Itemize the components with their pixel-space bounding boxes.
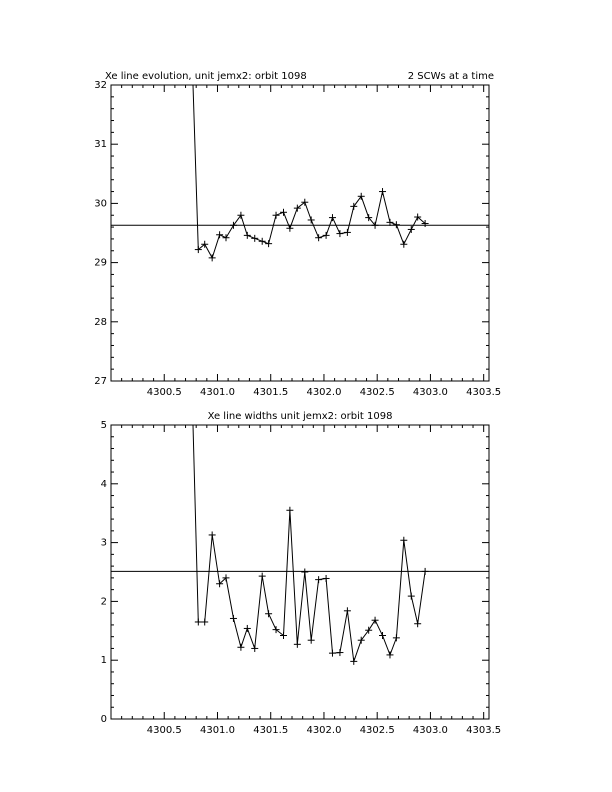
data-point-marker [408,593,415,600]
y-tick-label: 4 [100,478,107,490]
widths-panel [101,411,502,736]
evolution-ticks [111,85,489,381]
data-point-marker [323,575,330,582]
data-point-marker [286,225,293,232]
y-tick-label: 32 [94,80,107,91]
x-tick-label: 4302.0 [306,387,342,398]
data-point-marker [209,254,216,261]
x-tick-label: 4301.5 [253,725,289,736]
data-point-marker [344,229,351,236]
x-tick-label: 4300.5 [146,725,182,736]
data-point-marker [259,238,266,245]
data-point-marker [273,212,280,219]
evolution-tick-labels [94,80,501,398]
data-point-marker [230,615,237,622]
x-tick-label: 4301.5 [253,387,289,398]
data-point-marker [286,507,293,514]
data-point-marker [344,607,351,614]
data-point-marker [251,235,258,242]
data-point-marker [237,212,244,219]
data-point-marker [308,637,315,644]
data-point-marker [358,637,365,644]
y-tick-label: 1 [100,655,107,667]
evolution-series-line [193,85,425,258]
data-point-marker [265,240,272,247]
widths-markers [195,507,429,665]
data-point-marker [386,219,393,226]
x-tick-label: 4301.0 [199,387,235,398]
y-tick-label: 0 [100,714,107,725]
y-tick-label: 2 [100,596,107,608]
evolution-panel [94,71,501,398]
data-point-marker [251,645,258,652]
data-point-marker [329,650,336,657]
data-point-marker [422,568,429,575]
widths-plot-frame [111,425,489,719]
x-tick-label: 4302.0 [306,725,342,736]
x-tick-label: 4302.5 [359,387,395,398]
data-point-marker [315,234,322,241]
data-point-marker [201,618,208,625]
x-tick-label: 4300.5 [146,387,182,398]
data-point-marker [372,617,379,624]
y-tick-label: 27 [94,376,107,387]
y-tick-label: 3 [100,537,107,549]
y-tick-label: 29 [94,257,107,269]
data-point-marker [336,649,343,656]
widths-series-line [193,425,425,661]
data-point-marker [265,610,272,617]
evolution-title: Xe line evolution, unit jemx2: orbit 1098 [105,71,307,82]
widths-ticks [111,425,489,719]
data-point-marker [216,231,223,238]
x-tick-label: 4303.0 [412,725,448,736]
data-point-marker [259,573,266,580]
data-point-marker [408,226,415,233]
evolution-markers [195,188,429,261]
data-point-marker [244,232,251,239]
data-point-marker [301,569,308,576]
x-tick-label: 4303.5 [466,387,502,398]
data-point-marker [222,234,229,241]
data-point-marker [358,193,365,200]
data-point-marker [379,188,386,195]
data-point-marker [237,644,244,651]
data-point-marker [315,576,322,583]
evolution-plot-frame [111,85,489,381]
data-point-marker [195,618,202,625]
widths-title: Xe line widths unit jemx2: orbit 1098 [207,411,393,422]
data-point-marker [294,641,301,648]
data-point-marker [323,232,330,239]
data-point-marker [400,537,407,544]
evolution-annotation: 2 SCWs at a time [407,71,494,82]
y-tick-label: 5 [100,420,107,431]
data-point-marker [386,651,393,658]
widths-tick-labels [101,420,502,736]
data-point-marker [350,658,357,665]
y-tick-label: 30 [94,198,107,210]
data-point-marker [379,632,386,639]
x-tick-label: 4303.5 [466,725,502,736]
y-tick-label: 31 [94,139,107,151]
data-point-marker [393,634,400,641]
x-tick-label: 4301.0 [199,725,235,736]
data-point-marker [400,241,407,248]
x-tick-label: 4303.0 [412,387,448,398]
data-point-marker [244,625,251,632]
data-point-marker [280,209,287,216]
y-tick-label: 28 [94,316,107,328]
x-tick-label: 4302.5 [359,725,395,736]
data-point-marker [209,531,216,538]
data-point-marker [393,221,400,228]
data-point-marker [329,214,336,221]
data-point-marker [308,216,315,223]
data-point-marker [414,620,421,627]
data-point-marker [336,230,343,237]
